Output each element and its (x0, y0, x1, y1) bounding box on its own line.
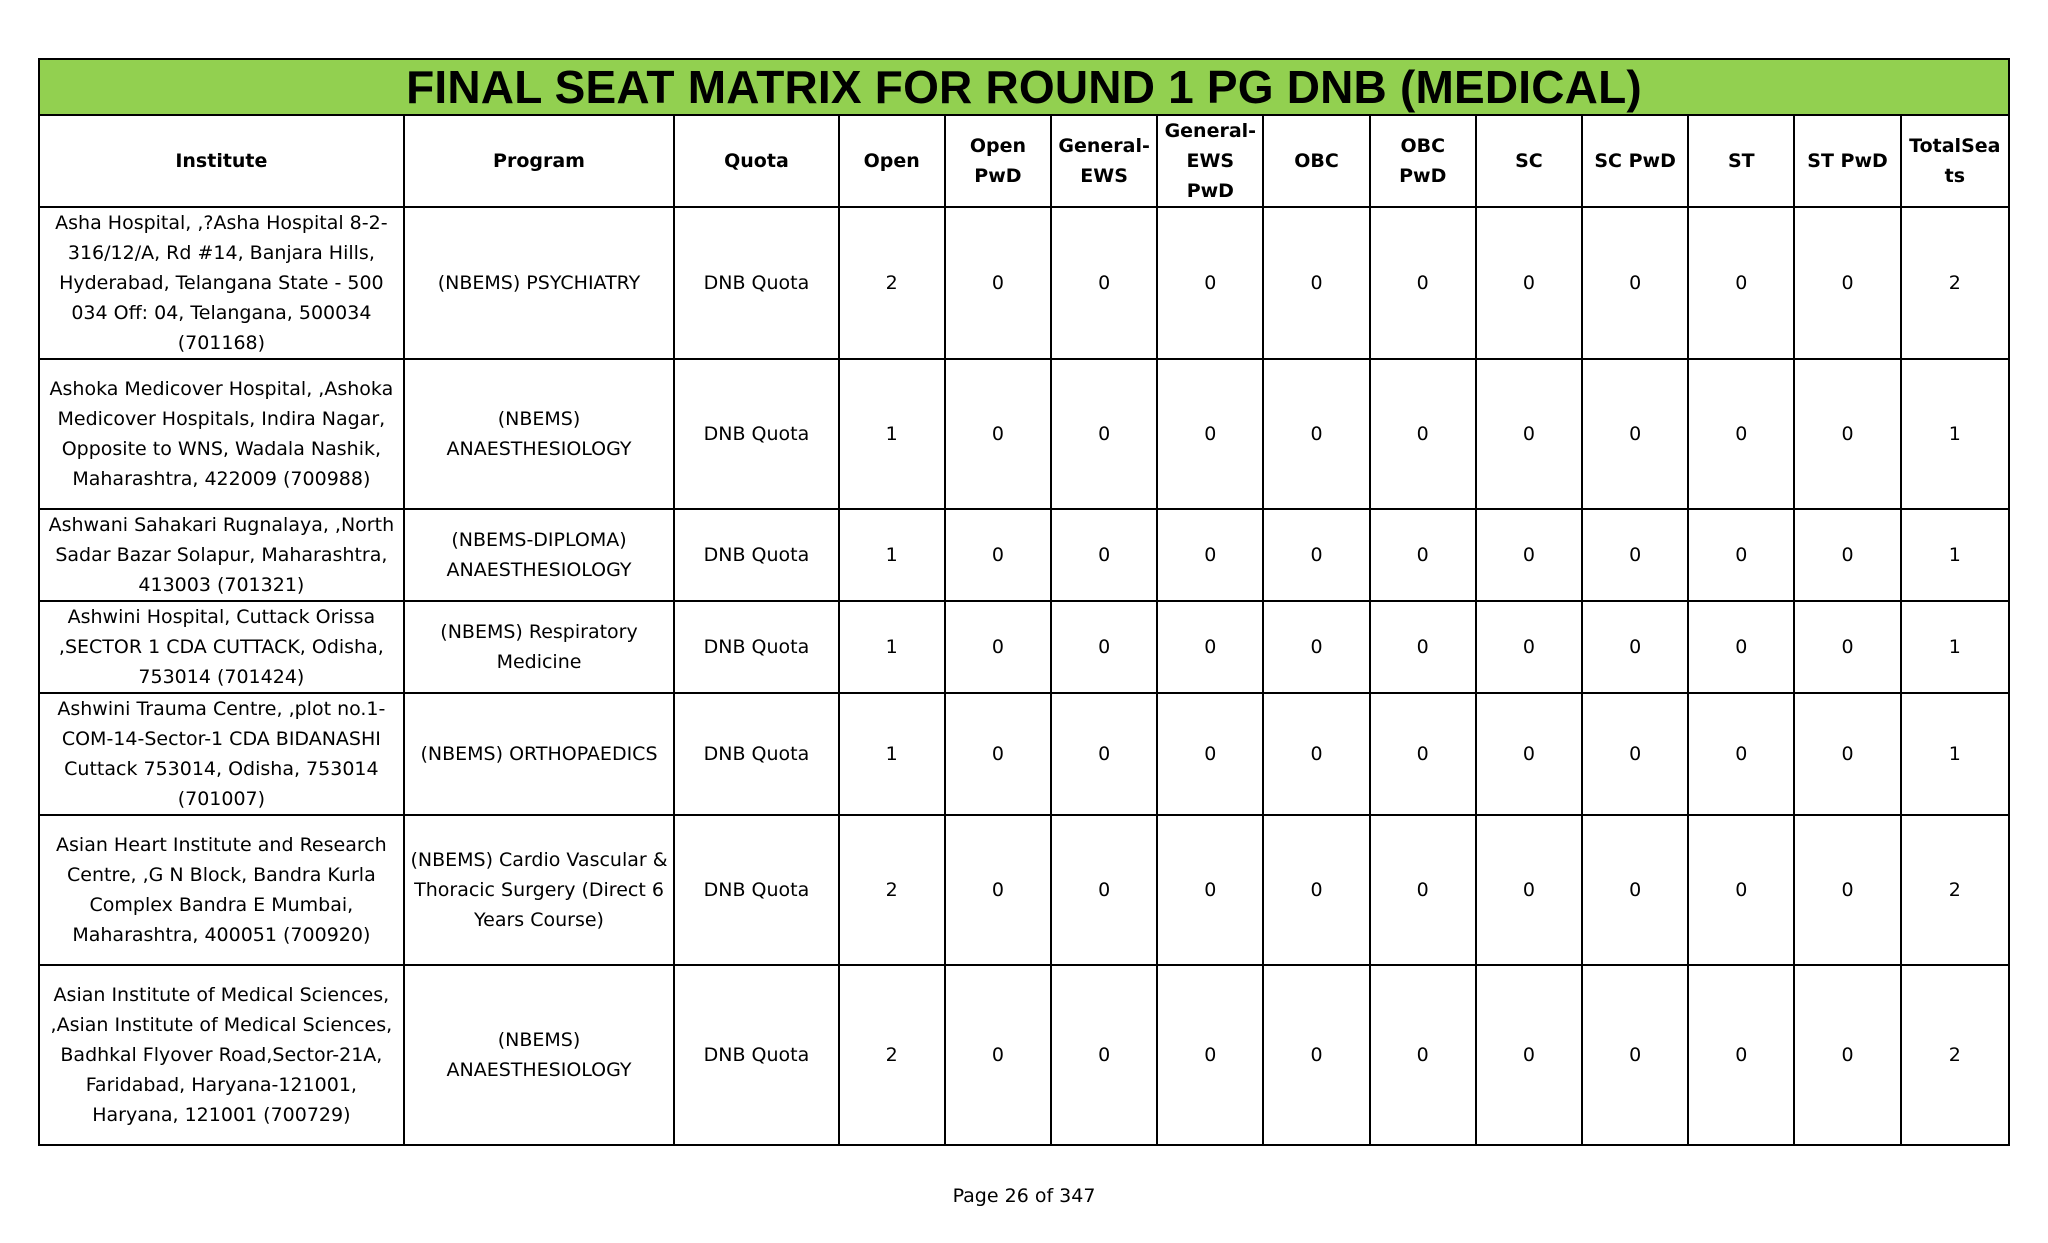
general-ews-cell: 0 (1051, 207, 1157, 359)
col-header-quota: Quota (674, 115, 838, 207)
institute-cell: Ashoka Medicover Hospital, ,Ashoka Medicover Hospitals, Indira Nagar, Opposite to WNS, Wadala Nashik, Maharashtra, 422009 (700988) (39, 359, 404, 509)
sc-pwd-cell: 0 (1582, 965, 1688, 1145)
obc-pwd-cell: 0 (1370, 965, 1476, 1145)
open-pwd-cell: 0 (945, 509, 1051, 601)
page-number: Page 26 of 347 (952, 1185, 1096, 1207)
st-pwd-cell: 0 (1794, 693, 1900, 815)
quota-cell: DNB Quota (674, 207, 838, 359)
obc-pwd-cell: 0 (1370, 207, 1476, 359)
total-seats-cell: 1 (1901, 693, 2009, 815)
program-cell: (NBEMS) PSYCHIATRY (404, 207, 675, 359)
sc-pwd-cell: 0 (1582, 207, 1688, 359)
open-cell: 2 (839, 207, 945, 359)
table-row (39, 601, 2009, 693)
open-cell: 1 (839, 359, 945, 509)
col-header-open: Open (839, 115, 945, 207)
sc-pwd-cell: 0 (1582, 693, 1688, 815)
seat-matrix-sheet (38, 58, 2010, 1146)
st-cell: 0 (1688, 509, 1794, 601)
col-header-sc: SC (1476, 115, 1582, 207)
obc-pwd-cell: 0 (1370, 359, 1476, 509)
general-ews-cell: 0 (1051, 815, 1157, 965)
institute-cell: Ashwini Trauma Centre, ,plot no.1-COM-14-Sector-1 CDA BIDANASHI Cuttack 753014, Odisha, 753014 (701007) (39, 693, 404, 815)
institute-cell: Asha Hospital, ,?Asha Hospital 8-2-316/12/A, Rd #14, Banjara Hills, Hyderabad, Telangana State - 500 034 Off: 04, Telangana, 500034 (701168) (39, 207, 404, 359)
sc-pwd-cell: 0 (1582, 601, 1688, 693)
quota-cell: DNB Quota (674, 601, 838, 693)
general-ews-cell: 0 (1051, 359, 1157, 509)
sc-cell: 0 (1476, 359, 1582, 509)
obc-cell: 0 (1263, 207, 1369, 359)
program-cell: (NBEMS-DIPLOMA) ANAESTHESIOLOGY (404, 509, 675, 601)
open-cell: 1 (839, 601, 945, 693)
obc-pwd-cell: 0 (1370, 601, 1476, 693)
total-seats-cell: 2 (1901, 965, 2009, 1145)
general-ews-pwd-cell: 0 (1157, 965, 1263, 1145)
col-header-sc-pwd: SC PwD (1582, 115, 1688, 207)
st-pwd-cell: 0 (1794, 207, 1900, 359)
program-cell: (NBEMS) ANAESTHESIOLOGY (404, 359, 675, 509)
col-header-open-pwd: Open PwD (945, 115, 1051, 207)
col-header-total-seats: TotalSeats (1901, 115, 2009, 207)
table-header-row (39, 115, 2009, 207)
st-pwd-cell: 0 (1794, 815, 1900, 965)
open-pwd-cell: 0 (945, 359, 1051, 509)
general-ews-pwd-cell: 0 (1157, 509, 1263, 601)
quota-cell: DNB Quota (674, 509, 838, 601)
open-pwd-cell: 0 (945, 693, 1051, 815)
total-seats-cell: 1 (1901, 509, 2009, 601)
sc-cell: 0 (1476, 815, 1582, 965)
general-ews-cell: 0 (1051, 965, 1157, 1145)
st-pwd-cell: 0 (1794, 601, 1900, 693)
open-pwd-cell: 0 (945, 601, 1051, 693)
obc-pwd-cell: 0 (1370, 815, 1476, 965)
quota-cell: DNB Quota (674, 693, 838, 815)
table-row (39, 965, 2009, 1145)
st-cell: 0 (1688, 359, 1794, 509)
col-header-st-pwd: ST PwD (1794, 115, 1900, 207)
open-pwd-cell: 0 (945, 815, 1051, 965)
sc-cell: 0 (1476, 207, 1582, 359)
general-ews-pwd-cell: 0 (1157, 207, 1263, 359)
general-ews-pwd-cell: 0 (1157, 601, 1263, 693)
table-row (39, 509, 2009, 601)
col-header-program: Program (404, 115, 675, 207)
table-row (39, 359, 2009, 509)
obc-cell: 0 (1263, 509, 1369, 601)
general-ews-cell: 0 (1051, 693, 1157, 815)
quota-cell: DNB Quota (674, 359, 838, 509)
open-cell: 2 (839, 965, 945, 1145)
sc-cell: 0 (1476, 965, 1582, 1145)
obc-pwd-cell: 0 (1370, 693, 1476, 815)
open-pwd-cell: 0 (945, 965, 1051, 1145)
st-cell: 0 (1688, 693, 1794, 815)
sc-cell: 0 (1476, 601, 1582, 693)
table-row (39, 815, 2009, 965)
total-seats-cell: 1 (1901, 601, 2009, 693)
obc-cell: 0 (1263, 693, 1369, 815)
sc-pwd-cell: 0 (1582, 815, 1688, 965)
obc-cell: 0 (1263, 601, 1369, 693)
obc-cell: 0 (1263, 359, 1369, 509)
quota-cell: DNB Quota (674, 965, 838, 1145)
total-seats-cell: 1 (1901, 359, 2009, 509)
program-cell: (NBEMS) Cardio Vascular & Thoracic Surgery (Direct 6 Years Course) (404, 815, 675, 965)
open-cell: 1 (839, 509, 945, 601)
institute-cell: Asian Institute of Medical Sciences, ,Asian Institute of Medical Sciences, Badhkal Flyover Road,Sector-21A, Faridabad, Haryana-121001, Haryana, 121001 (700729) (39, 965, 404, 1145)
institute-cell: Ashwini Hospital, Cuttack Orissa ,SECTOR 1 CDA CUTTACK, Odisha, 753014 (701424) (39, 601, 404, 693)
total-seats-cell: 2 (1901, 207, 2009, 359)
sc-pwd-cell: 0 (1582, 509, 1688, 601)
obc-cell: 0 (1263, 965, 1369, 1145)
table-row (39, 207, 2009, 359)
quota-cell: DNB Quota (674, 815, 838, 965)
st-cell: 0 (1688, 207, 1794, 359)
page-title: FINAL SEAT MATRIX FOR ROUND 1 PG DNB (MEDICAL) (38, 58, 2010, 114)
general-ews-cell: 0 (1051, 509, 1157, 601)
general-ews-cell: 0 (1051, 601, 1157, 693)
st-pwd-cell: 0 (1794, 509, 1900, 601)
open-cell: 2 (839, 815, 945, 965)
st-pwd-cell: 0 (1794, 359, 1900, 509)
total-seats-cell: 2 (1901, 815, 2009, 965)
program-cell: (NBEMS) Respiratory Medicine (404, 601, 675, 693)
open-cell: 1 (839, 693, 945, 815)
col-header-obc-pwd: OBC PwD (1370, 115, 1476, 207)
col-header-general-ews: General-EWS (1051, 115, 1157, 207)
open-pwd-cell: 0 (945, 207, 1051, 359)
sc-cell: 0 (1476, 509, 1582, 601)
st-cell: 0 (1688, 965, 1794, 1145)
institute-cell: Ashwani Sahakari Rugnalaya, ,North Sadar Bazar Solapur, Maharashtra, 413003 (701321) (39, 509, 404, 601)
obc-cell: 0 (1263, 815, 1369, 965)
st-cell: 0 (1688, 601, 1794, 693)
general-ews-pwd-cell: 0 (1157, 815, 1263, 965)
institute-cell: Asian Heart Institute and Research Centre, ,G N Block, Bandra Kurla Complex Bandra E Mumbai, Maharashtra, 400051 (700920) (39, 815, 404, 965)
col-header-institute: Institute (39, 115, 404, 207)
sc-pwd-cell: 0 (1582, 359, 1688, 509)
col-header-general-ews-pwd: General-EWS PwD (1157, 115, 1263, 207)
program-cell: (NBEMS) ORTHOPAEDICS (404, 693, 675, 815)
general-ews-pwd-cell: 0 (1157, 693, 1263, 815)
col-header-obc: OBC (1263, 115, 1369, 207)
col-header-st: ST (1688, 115, 1794, 207)
st-pwd-cell: 0 (1794, 965, 1900, 1145)
table-row (39, 693, 2009, 815)
general-ews-pwd-cell: 0 (1157, 359, 1263, 509)
program-cell: (NBEMS) ANAESTHESIOLOGY (404, 965, 675, 1145)
seat-matrix-table (38, 114, 2010, 1146)
sc-cell: 0 (1476, 693, 1582, 815)
obc-pwd-cell: 0 (1370, 509, 1476, 601)
st-cell: 0 (1688, 815, 1794, 965)
